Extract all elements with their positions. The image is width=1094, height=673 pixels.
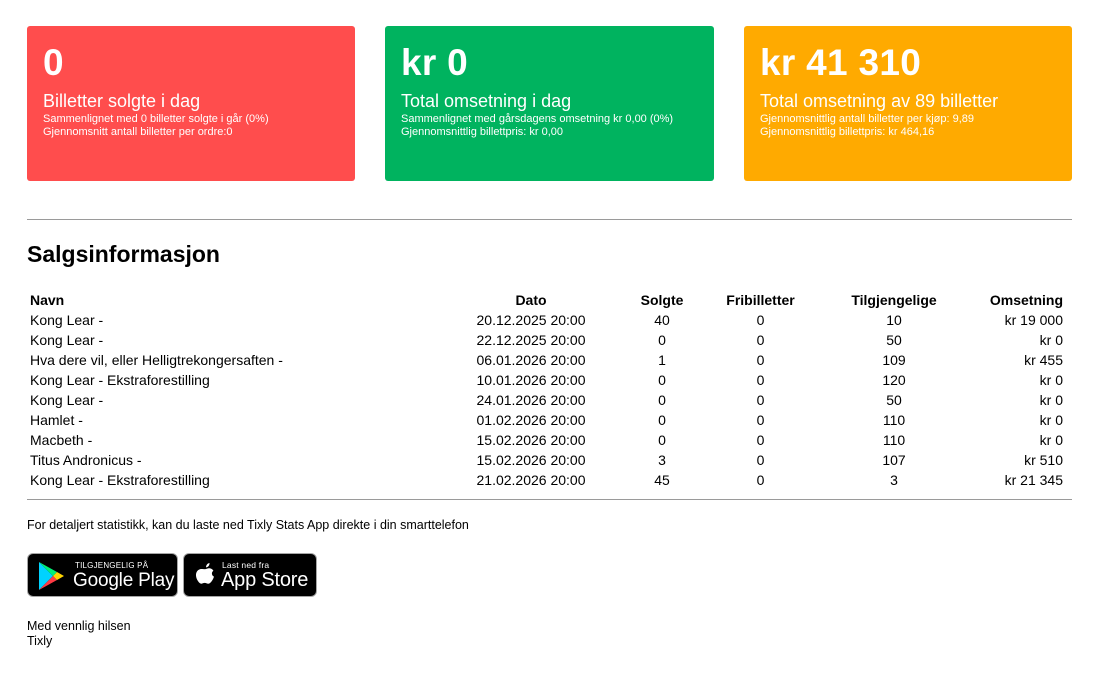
- cell-sold: 0: [658, 332, 666, 348]
- column-header-revenue: Omsetning: [989, 292, 1063, 308]
- card-value: kr 41 310: [760, 42, 922, 83]
- cell-date: 24.01.2026 20:00: [476, 392, 586, 408]
- cell-sold: 0: [658, 392, 666, 408]
- tickets-sold-today-card: [27, 26, 355, 181]
- divider: [27, 499, 1072, 500]
- total-revenue-card: [744, 26, 1072, 181]
- cell-date: 20.12.2025 20:00: [476, 312, 586, 328]
- cell-available: 110: [882, 432, 906, 448]
- closing-sender: Tixly: [27, 634, 53, 648]
- cell-name: Titus Andronicus -: [30, 452, 142, 468]
- cell-available: 10: [886, 312, 902, 328]
- cell-free: 0: [756, 452, 765, 468]
- cell-name: Kong Lear -: [30, 312, 104, 328]
- cell-name: Kong Lear -: [30, 332, 104, 348]
- cell-available: 109: [882, 352, 906, 368]
- cell-revenue: kr 0: [1039, 372, 1063, 388]
- card-value: kr 0: [401, 42, 469, 83]
- cell-name: Kong Lear - Ekstraforestilling: [30, 372, 210, 388]
- cell-free: 0: [756, 332, 765, 348]
- cell-date: 06.01.2026 20:00: [476, 352, 586, 368]
- closing-greeting: Med vennlig hilsen: [27, 619, 131, 633]
- card-detail: Sammenlignet med gårsdagens omsetning kr 0,00 (0%): [401, 113, 674, 125]
- cell-revenue: kr 455: [1024, 352, 1063, 368]
- section-title: Salgsinformasjon: [27, 241, 220, 267]
- table-row: [27, 310, 1072, 330]
- cell-revenue: kr 0: [1039, 392, 1063, 408]
- cell-sold: 45: [654, 472, 670, 488]
- card-value: 0: [43, 42, 64, 83]
- cell-name: Hva dere vil, eller Helligtrekongersaften -: [30, 352, 283, 368]
- cell-sold: 1: [658, 352, 666, 368]
- cell-name: Kong Lear - Ekstraforestilling: [30, 472, 210, 488]
- app-store-label: App Store: [221, 569, 309, 591]
- divider: [27, 219, 1072, 220]
- column-header-available: Tilgjengelige: [851, 292, 937, 308]
- cell-date: 10.01.2026 20:00: [476, 372, 586, 388]
- cell-sold: 0: [658, 432, 666, 448]
- table-row: [27, 390, 1072, 410]
- card-detail: Gjennomsnitt antall billetter per ordre:0: [43, 126, 233, 138]
- cell-name: Hamlet -: [30, 412, 83, 428]
- sales-table: [27, 290, 1072, 490]
- card-title: Billetter solgte i dag: [43, 91, 201, 111]
- card-detail: Gjennomsnittlig antall billetter per kjøp: 9,89: [760, 113, 974, 125]
- table-row: [27, 430, 1072, 450]
- cell-revenue: kr 0: [1039, 432, 1063, 448]
- cell-sold: 0: [658, 372, 666, 388]
- google-play-label: Google Play: [73, 570, 175, 591]
- card-title: Total omsetning av 89 billetter: [760, 91, 999, 111]
- cell-sold: 3: [658, 452, 666, 468]
- app-store-caption: Last ned fra: [222, 560, 270, 570]
- cell-revenue: kr 19 000: [1004, 312, 1063, 328]
- google-play-caption: TILGJENGELIG PÅ: [75, 561, 149, 570]
- cell-revenue: kr 510: [1024, 452, 1063, 468]
- cell-available: 110: [882, 412, 906, 428]
- cell-free: 0: [756, 392, 765, 408]
- google-play-icon: [37, 561, 65, 591]
- table-header-row: [27, 290, 1072, 310]
- app-download-note: For detaljert statistikk, kan du laste ned Tixly Stats App direkte i din smarttelefon: [27, 518, 469, 532]
- table-row: [27, 470, 1072, 490]
- cell-date: 15.02.2026 20:00: [476, 452, 586, 468]
- cell-available: 50: [886, 332, 902, 348]
- cell-date: 22.12.2025 20:00: [476, 332, 586, 348]
- cell-free: 0: [756, 432, 765, 448]
- cell-name: Macbeth -: [30, 432, 93, 448]
- column-header-free-tickets: Fribilletter: [726, 292, 795, 308]
- cell-revenue: kr 21 345: [1004, 472, 1063, 488]
- cell-sold: 0: [658, 412, 666, 428]
- card-detail: Sammenlignet med 0 billetter solgte i går (0%): [43, 113, 269, 125]
- cell-free: 0: [756, 352, 765, 368]
- apple-icon: [193, 561, 217, 589]
- app-store-badge[interactable]: [183, 553, 317, 597]
- cell-revenue: kr 0: [1039, 412, 1063, 428]
- table-row: [27, 450, 1072, 470]
- cell-date: 21.02.2026 20:00: [476, 472, 586, 488]
- cell-revenue: kr 0: [1039, 332, 1063, 348]
- cell-available: 120: [882, 372, 906, 388]
- revenue-today-card: [385, 26, 714, 181]
- cell-available: 50: [886, 392, 902, 408]
- table-row: [27, 370, 1072, 390]
- column-header-sold: Solgte: [640, 292, 684, 308]
- cell-free: 0: [756, 372, 765, 388]
- cell-sold: 40: [654, 312, 670, 328]
- stats-cards: [27, 26, 1072, 181]
- column-header-name: Navn: [30, 292, 65, 308]
- cell-free: 0: [756, 472, 765, 488]
- table-row: [27, 410, 1072, 430]
- table-row: [27, 350, 1072, 370]
- cell-available: 107: [882, 452, 906, 468]
- cell-date: 01.02.2026 20:00: [476, 412, 586, 428]
- card-title: Total omsetning i dag: [401, 91, 572, 111]
- cell-available: 3: [890, 472, 898, 488]
- closing-signature: [27, 619, 131, 649]
- cell-free: 0: [756, 312, 765, 328]
- cell-free: 0: [756, 412, 765, 428]
- google-play-badge[interactable]: [27, 553, 178, 597]
- cell-name: Kong Lear -: [30, 392, 104, 408]
- cell-date: 15.02.2026 20:00: [476, 432, 586, 448]
- column-header-date: Dato: [515, 292, 547, 308]
- card-detail: Gjennomsnittlig billettpris: kr 0,00: [401, 126, 564, 138]
- card-detail: Gjennomsnittlig billettpris: kr 464,16: [760, 126, 935, 138]
- table-row: [27, 330, 1072, 350]
